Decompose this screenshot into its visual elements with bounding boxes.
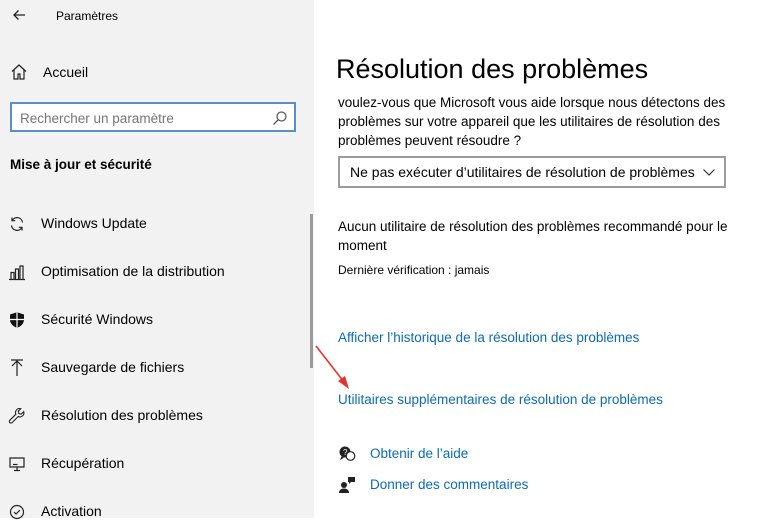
home-link[interactable] — [8, 58, 298, 86]
chevron-down-icon — [702, 166, 716, 178]
sidebar-item-troubleshoot[interactable] — [0, 398, 300, 434]
no-recommendation-text: Aucun utilitaire de résolution des problèmes recommandé pour le moment — [338, 219, 728, 253]
home-icon — [10, 63, 28, 81]
title-bar — [0, 0, 314, 32]
sidebar-item-backup[interactable] — [0, 350, 300, 386]
sidebar-item-recovery[interactable] — [0, 446, 300, 482]
main-content — [314, 0, 769, 518]
get-help-link[interactable] — [338, 444, 598, 466]
search-icon[interactable] — [272, 110, 288, 126]
troubleshoot-preference-dropdown[interactable] — [338, 156, 726, 188]
sidebar-item-delivery-optimization[interactable] — [0, 254, 300, 290]
sidebar-item-label: Optimisation de la distribution — [41, 263, 225, 279]
back-button[interactable] — [8, 4, 30, 26]
sidebar-item-activation[interactable] — [0, 494, 300, 530]
view-history-link[interactable]: Afficher l’historique de la résolution des problèmes — [338, 330, 640, 345]
search-input[interactable] — [20, 108, 270, 128]
last-check-text: Dernière vérification : jamais — [338, 263, 490, 277]
recommendation-question: voulez-vous que Microsoft vous aide lorsque nous détectons des problèmes sur votre appareil que les utilitaires de résolution des problèmes peuvent résoudre ? — [338, 95, 726, 148]
give-feedback-link[interactable] — [338, 475, 598, 497]
app-title: Paramètres — [56, 9, 119, 23]
sync-icon — [8, 215, 26, 233]
give-feedback-label: Donner des commentaires — [370, 477, 529, 492]
sidebar-item-label: Windows Update — [41, 215, 147, 231]
recovery-icon — [8, 455, 26, 473]
activation-icon — [8, 503, 26, 521]
svg-text:?: ? — [343, 448, 348, 457]
feedback-person-icon — [338, 476, 356, 494]
shield-icon — [8, 311, 26, 329]
sidebar-scrollbar[interactable] — [310, 214, 313, 368]
page-title: Résolution des problèmes — [336, 54, 649, 84]
back-arrow-icon — [12, 9, 26, 21]
sidebar-item-windows-update[interactable] — [0, 206, 300, 242]
delivery-optimization-icon — [8, 263, 26, 281]
sidebar-item-label: Sauvegarde de fichiers — [41, 359, 185, 375]
section-title: Mise à jour et sécurité — [10, 157, 152, 172]
backup-arrow-icon — [8, 359, 26, 377]
dropdown-value: Ne pas exécuter d’utilitaires de résolution de problèmes — [350, 164, 695, 180]
wrench-icon — [8, 407, 26, 425]
sidebar-item-label: Résolution des problèmes — [41, 407, 203, 423]
search-box[interactable] — [10, 102, 296, 132]
sidebar-item-label: Activation — [41, 503, 102, 519]
help-chat-icon — [338, 445, 356, 463]
sidebar-item-label: Sécurité Windows — [41, 311, 154, 327]
sidebar-item-windows-security[interactable] — [0, 302, 300, 338]
additional-troubleshooters-link[interactable]: Utilitaires supplémentaires de résolution de problèmes — [338, 392, 663, 407]
sidebar — [0, 0, 314, 518]
sidebar-item-label: Récupération — [41, 455, 125, 471]
home-label: Accueil — [43, 64, 89, 80]
get-help-label: Obtenir de l’aide — [370, 446, 469, 461]
